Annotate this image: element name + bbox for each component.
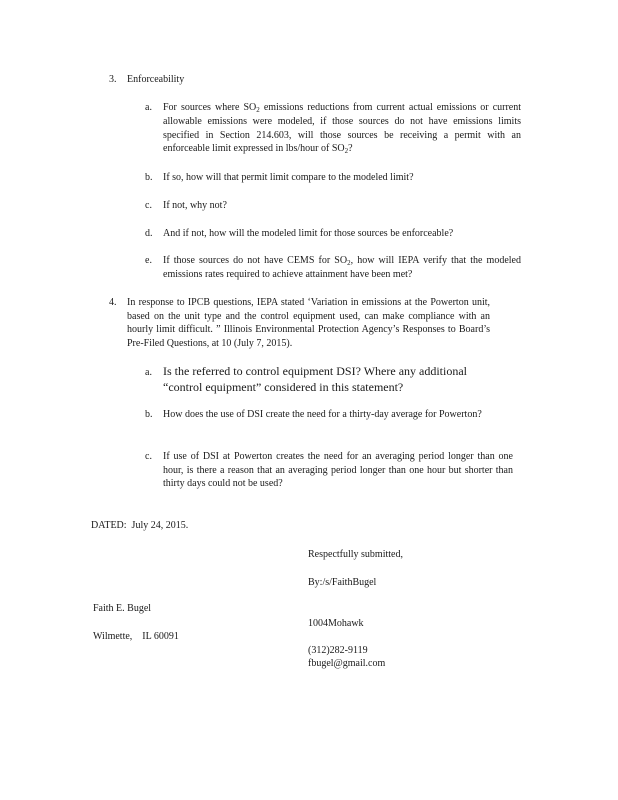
closing-line: Respectfully submitted, <box>308 549 403 560</box>
signature-line: By:/s/FaithBugel <box>308 577 377 588</box>
signer-name: Faith E. Bugel <box>93 603 152 614</box>
item-4a-letter: a. <box>145 367 152 378</box>
item-4b-letter: b. <box>145 409 153 420</box>
section-4-number: 4. <box>109 297 117 308</box>
item-3a-letter: a. <box>145 102 152 113</box>
item-3b-text: If so, how will that permit limit compare to the modeled limit? <box>163 172 414 183</box>
email-address: fbugel@gmail.com <box>308 658 386 669</box>
item-3c-letter: c. <box>145 200 152 211</box>
address-city: Wilmette, IL 60091 <box>93 631 179 642</box>
item-3e-text: If those sources do not have CEMS for $SO_2$, how will IEPA verify that the modeled emissions rates required to achieve attainment have been met? <box>163 255 521 281</box>
item-3c-text: If not, why not? <box>163 200 227 211</box>
section-3-number: 3. <box>109 74 117 85</box>
item-4c-letter: c. <box>145 451 152 462</box>
section-4-text: In response to IPCB questions, IEPA stated ‘Variation in emissions at the Powerton unit, based on the unit type and the control equipment used, can make compliance with an hourly limit difficult. ” Illinois Environmental Protection Agency’s Responses to Board’s Pre-Filed Questions, at 10 (July 7, 2015). <box>127 297 490 349</box>
phone-number: (312)282-9119 <box>308 645 368 656</box>
item-3d-letter: d. <box>145 228 153 239</box>
dated-line: DATED: July 24, 2015. <box>91 520 189 531</box>
item-4c-text: If use of DSI at Powerton creates the need for an averaging period longer than one hour, is there a reason that an averaging period longer than one hour but shorter than thirty days could not be used? <box>163 451 513 489</box>
address-street: 1004Mohawk <box>308 618 364 629</box>
section-3-title: Enforceability <box>127 74 185 85</box>
item-3e-letter: e. <box>145 255 152 266</box>
item-3b-letter: b. <box>145 172 153 183</box>
item-3a-text: For sources where $SO_2$ emissions reductions from current actual emissions or current allowable emissions were modeled, if those sources do not have emissions limits specified in Section 214.603, will those sources be receiving a permit with an enforceable limit expressed in lbs/hour of $SO_2$? <box>163 102 522 156</box>
item-3d-text: And if not, how will the modeled limit for those sources be enforceable? <box>163 228 454 239</box>
item-4a-text: Is the referred to control equipment DSI? Where any additional “control equipment” considered in this statement? <box>163 364 468 394</box>
item-4b-text: How does the use of DSI create the need for a thirty-day average for Powerton? <box>163 409 482 420</box>
